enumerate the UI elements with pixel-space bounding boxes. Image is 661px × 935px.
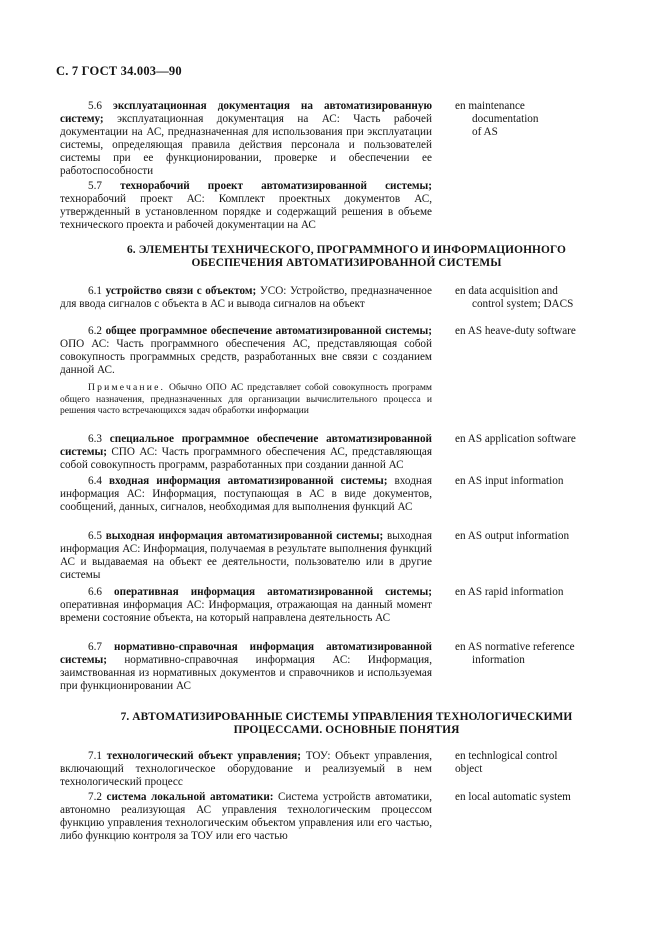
term-entry-7-2 <box>60 791 432 843</box>
english-equivalent-6-3: en AS application software <box>455 433 576 445</box>
term-number: 6.1 <box>88 285 102 297</box>
term-definition: технорабочий проект АС: Комплект проектных документов АС, утвержденный в установленном порядке и содержащий решения в объеме технического проекта и рабочей документации на АС <box>60 193 432 232</box>
term-definition: эксплуатационная документация на АС: Часть рабочей документации на АС, предназначенная для использования при эксплуатации системы, определяющая правила действия персонала и пользователей системы при ее функционировании, проверке и обеспечении ее работоспособности <box>60 113 432 178</box>
term-definition: УСО: Устройство, предназначенное для ввода сигналов с объекта в АС и вывода сигналов на объект <box>60 285 432 311</box>
term-entry-6-7 <box>60 641 432 693</box>
term-entry-5-7 <box>60 180 432 232</box>
english-equivalent-6-2: en AS heave-duty software <box>455 325 576 337</box>
english-equivalent-6-4: en AS input information <box>455 475 564 487</box>
term-definition: выходная информация АС: Информация, получаемая в результате выполнения функций АС и выдаваемая на объект ее деятельности, пользователю или в другие системы <box>60 530 432 582</box>
term-entry-6-4 <box>60 475 432 514</box>
note-label: Примечание. <box>88 382 166 394</box>
section-heading-6: 6. ЭЛЕМЕНТЫ ТЕХНИЧЕСКОГО, ПРОГРАММНОГО И ИНФОРМАЦИОННОГО ОБЕСПЕЧЕНИЯ АВТОМАТИЗИРОВАННОЙ СИСТЕМЫ <box>127 244 566 270</box>
term-title: система локальной автоматики: <box>106 791 274 803</box>
term-title: эксплуатационная документация на автоматизированную систему; <box>60 100 432 126</box>
term-number: 6.4 <box>88 475 102 487</box>
term-title: общее программное обеспечение автоматизированной системы; <box>105 325 433 337</box>
term-number: 6.2 <box>88 325 102 337</box>
term-definition: оперативная информация АС: Информация, отражающая на данный момент времени состояние объекта, на который направлена деятельность АС <box>60 599 432 625</box>
term-number: 6.6 <box>88 586 102 598</box>
english-equivalent-5-6: en maintenance documentation of AS <box>455 100 539 139</box>
term-title: технологический объект управления; <box>106 750 301 762</box>
term-entry-7-1 <box>60 750 432 789</box>
english-equivalent-7-2: en local automatic system <box>455 791 571 803</box>
term-definition: СПО АС: Часть программного обеспечения АС, представляющая собой совокупность программ, разработанных при создании данной АС <box>60 446 432 472</box>
term-title: специальное программное обеспечение автоматизированной системы; <box>60 433 433 459</box>
english-equivalent-6-7: en AS normative reference information <box>455 641 575 667</box>
term-definition: ТОУ: Объект управления, включающий технологическое оборудование и реализуемый в нем технологический процесс <box>60 750 433 789</box>
term-entry-6-2 <box>60 325 432 416</box>
term-definition: входная информация АС: Информация, поступающая в АС в виде документов, сообщений, данных, сигналов, необходимая для выполнения функций АС <box>60 475 432 514</box>
term-entry-6-1 <box>60 285 432 311</box>
note-text: Обычно ОПО АС представляет собой совокупность программ общего назначения, предназначенных для организации вычислительного процесса и решения часто встречающихся задач обработки информации <box>60 382 432 416</box>
term-definition: нормативно-справочная информация АС: Информация, заимствованная из нормативных документов и справочников и используемая при функционировании АС <box>60 654 432 693</box>
term-entry-6-5 <box>60 530 432 582</box>
page-header: С. 7 ГОСТ 34.003—90 <box>56 64 182 78</box>
term-number: 7.2 <box>88 791 102 803</box>
term-entry-6-3 <box>60 433 432 472</box>
term-number: 5.6 <box>88 100 102 112</box>
term-definition: Система устройств автоматики, автономно реализующая АС управления технологическим процессом функцию управления технологическим объектом управления или его частью, либо функцию контроля за ТОУ или его частью <box>60 791 433 843</box>
term-title: технорабочий проект автоматизированной системы; <box>120 180 432 192</box>
section-heading-7: 7. АВТОМАТИЗИРОВАННЫЕ СИСТЕМЫ УПРАВЛЕНИЯ ТЕХНОЛОГИЧЕСКИМИ ПРОЦЕССАМИ. ОСНОВНЫЕ ПОНЯТИЯ <box>120 711 573 737</box>
english-equivalent-6-6: en AS rapid information <box>455 586 564 598</box>
term-entry-6-6 <box>60 586 432 625</box>
term-number: 6.5 <box>88 530 102 542</box>
term-number: 6.3 <box>88 433 102 445</box>
term-number: 7.1 <box>88 750 102 762</box>
term-number: 6.7 <box>88 641 102 653</box>
term-entry-5-6 <box>60 100 432 179</box>
english-equivalent-6-1: en data acquisition and control system; DACS <box>455 285 574 311</box>
english-equivalent-7-1: en technlogical control object <box>455 750 558 776</box>
term-note <box>60 382 432 416</box>
term-title: устройство связи с объектом; <box>105 285 257 297</box>
term-title: нормативно-справочная информация автоматизированной системы; <box>60 641 432 667</box>
term-number: 5.7 <box>88 180 102 192</box>
english-equivalent-6-5: en AS output information <box>455 530 570 542</box>
term-title: входная информация автоматизированной системы; <box>109 475 388 487</box>
term-title: выходная информация автоматизированной системы; <box>105 530 384 542</box>
term-title: оперативная информация автоматизированной системы; <box>114 586 433 598</box>
term-definition: ОПО АС: Часть программного обеспечения АС, представляющая собой совокупность программных средств, разработанных вне связи с созданием данной АС. <box>60 338 432 377</box>
